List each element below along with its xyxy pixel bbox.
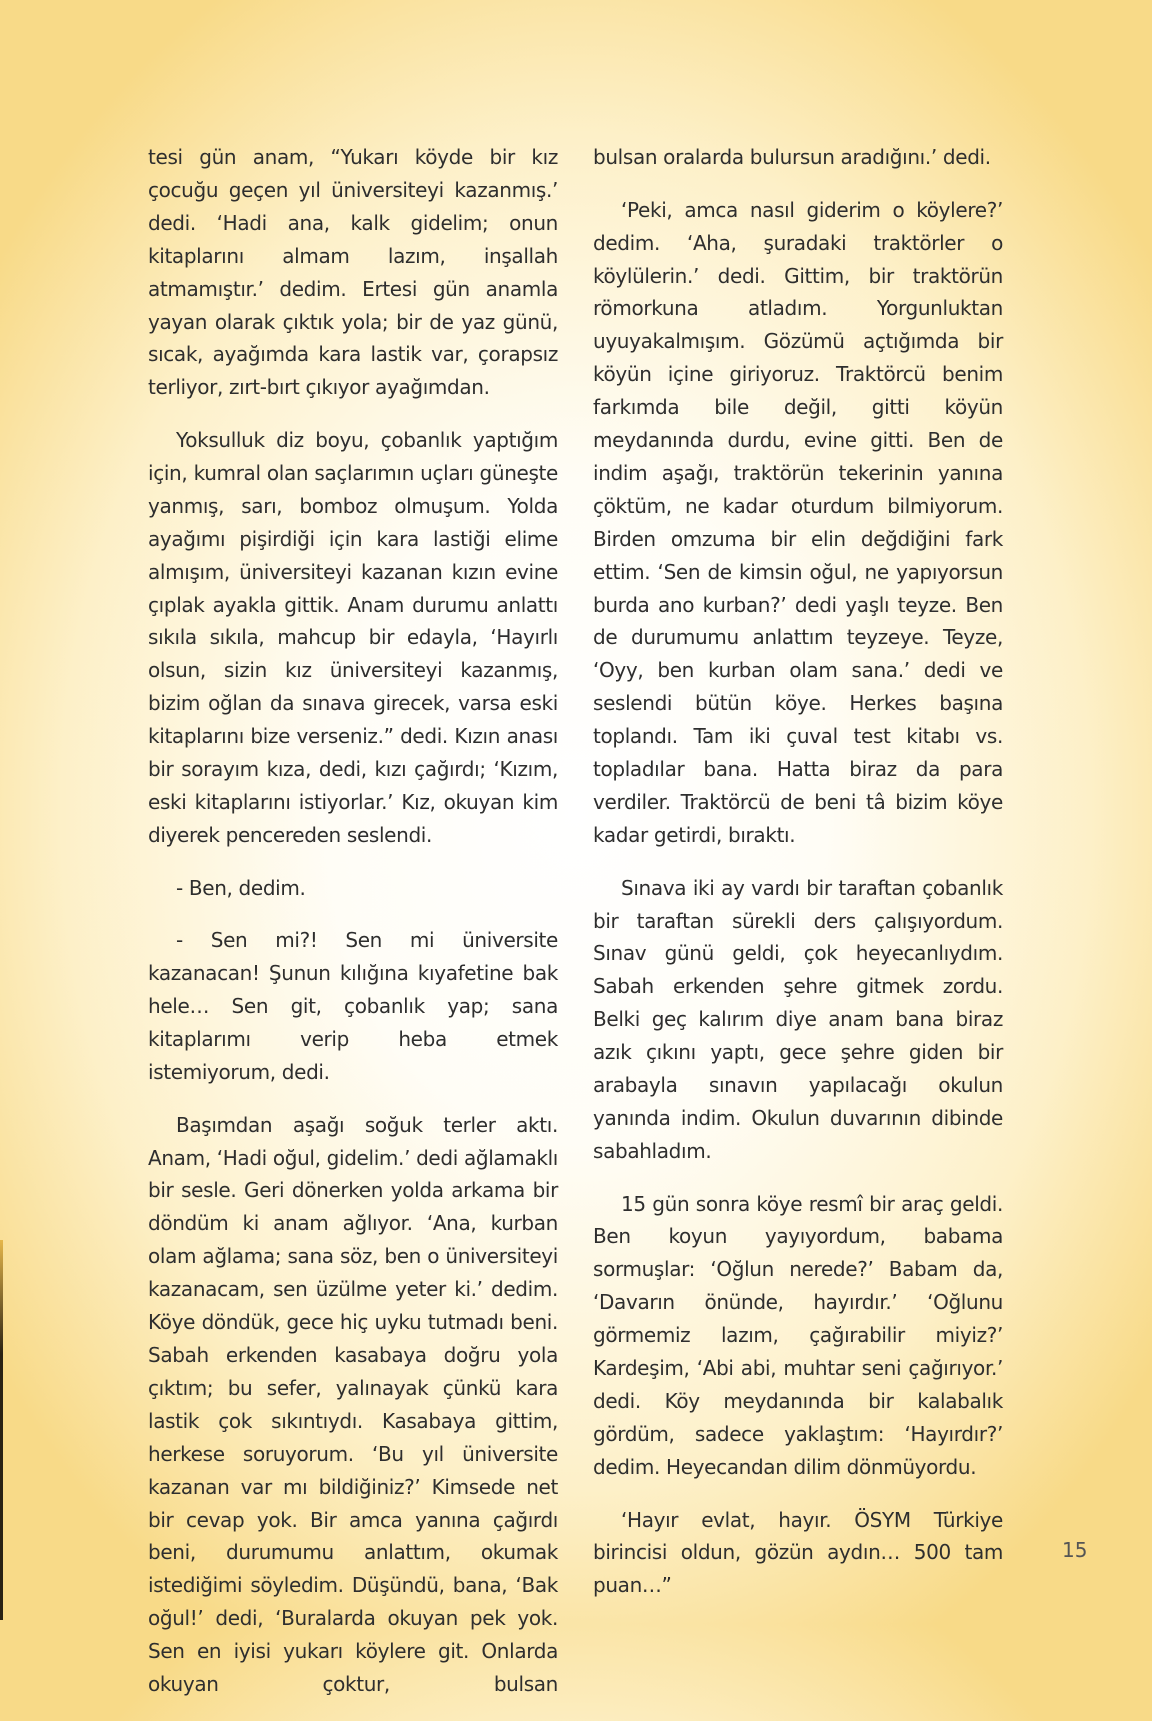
page-number: 15 <box>1062 1538 1088 1562</box>
paragraph: - Sen mi?! Sen mi üniversite kazanacan! Şunun kılığına kıyafetine bak hele… Sen git, çobanlık yap; sana kitaplarımı verip heba etmek istemiyorum, dedi. <box>148 928 558 1084</box>
paragraph: bulsan oralarda bulursun aradığını.’ dedi. <box>593 145 991 169</box>
paragraph: Başımdan aşağı soğuk terler aktı. Anam, ‘Hadi oğul, gidelim.’ dedi ağlamaklı bir sesle. Geri dönerken yolda arkama bir döndüm ki anam ağlıyor. ‘Ana, kurban olam ağlama; sana söz, ben o üniversiteyi kazanacam, sen üzülme yeter ki.’ dedim. Köye döndük, gece hiç uyku tutmadı beni. Sabah erkenden kasabaya doğru yola çıktım; bu sefer, yalınayak çünkü kara lastik çok sıkıntıydı. Kasabaya gittim, herkese soruyorum. ‘Bu yıl üniversite kazanan var mı bildiğiniz?’ Kimsede net bir cevap yok. Bir amca yanına çağırdı beni, durumumu anlattım, okumak istediğimi söyledim. Düşündü, bana, ‘Bak oğul!’ dedi, ‘Buralarda okuyan pek yok. Sen en iyisi yukarı köylere git. Onlarda okuyan çoktur, bulsan <box>148 1112 558 1697</box>
paragraph: Yoksulluk diz boyu, çobanlık yaptığım için, kumral olan saçlarımın uçları güneşte yanmış, sarı, bomboz olmuşum. Yolda ayağımı pişirdiği için kara lastiği elime almışım, üniversiteyi kazanan kızın evine çıplak ayakla gittik. Anam durumu anlattı sıkıla sıkıla, mahcup bir edayla, ‘Hayırlı olsun, sizin kız üniversiteyi kazanmış, bizim oğlan da sınava girecek, varsa eski kitaplarını bize verseniz.” dedi. Kızın anası bir sorayım kıza, dedi, kızı çağırdı; ‘Kızım, eski kitaplarını istiyorlar.’ Kız, okuyan kim diyerek pencereden seslendi. <box>148 428 558 847</box>
left-column <box>148 141 558 1721</box>
right-column <box>593 141 1003 1622</box>
paragraph: ‘Peki, amca nasıl giderim o köylere?’ dedim. ‘Aha, şuradaki traktörler o köylülerin.’ dedi. Gittim, bir traktörün römorkuna atladım. Yorgunluktan uyuyakalmışım. Gözümü açtığımda bir köyün içine giriyoruz. Traktörcü benim farkımda bile değil, gitti köyün meydanında durdu, evine gitti. Ben de indim aşağı, traktörün tekerinin yanına çöktüm, ne kadar oturdum bilmiyorum. Birden omzuma bir elin değdiğini fark ettim. ‘Sen de kimsin oğul, ne yapıyorsun burda ano kurban?’ dedi yaşlı teyze. Ben de durumumu anlattım teyzeye. Teyze, ‘Oyy, ben kurban olam sana.’ dedi ve seslendi bütün köye. Herkes başına toplandı. Tam iki çuval test kitabı vs. topladılar bana. Hatta biraz da para verdiler. Traktörcü de beni tâ bizim köye kadar getirdi, bıraktı. <box>593 197 1003 847</box>
paragraph: ‘Hayır evlat, hayır. ÖSYM Türkiye birincisi oldun, gözün aydın… 500 tam puan…” <box>593 1507 1003 1598</box>
paragraph: 15 gün sonra köye resmî bir araç geldi. Ben koyun yayıyordum, babama sormuşlar: ‘Oğlun nerede?’ Babam da, ‘Davarın önünde, hayırdır.’ ‘Oğlunu görmemiz lazım, çağırabilir miyiz?’ Kardeşim, ‘Abi abi, muhtar seni çağırıyor.’ dedi. Köy meydanında bir kalabalık gördüm, sadece yaklaştım: ‘Hayırdır?’ dedim. Heyecandan dilim dönmüyordu. <box>593 1191 1003 1479</box>
page-edge-strip <box>0 1240 3 1620</box>
paragraph: Sınava iki ay vardı bir taraftan çobanlık bir taraftan sürekli ders çalışıyordum. Sınav günü geldi, çok heyecanlıydım. Sabah erkenden şehre gitmek zordu. Belki geç kalırım diye anam bana biraz azık çıkını yaptı, gece şehre giden bir arabayla sınavın yapılacağı okulun yanında indim. Okulun duvarının dibinde sabahladım. <box>593 875 1003 1163</box>
paragraph: tesi gün anam, “Yukarı köyde bir kız çocuğu geçen yıl üniversiteyi kazanmış.’ dedi. ‘Hadi ana, kalk gidelim; onun kitaplarını almam lazım, inşallah atmamıştır.’ dedim. Ertesi gün anamla yayan olarak çıktık yola; bir de yaz günü, sıcak, ayağımda kara lastik var, çorapsız terliyor, zırt-bırt çıkıyor ayağımdan. <box>148 145 558 400</box>
paragraph: - Ben, dedim. <box>176 875 306 900</box>
